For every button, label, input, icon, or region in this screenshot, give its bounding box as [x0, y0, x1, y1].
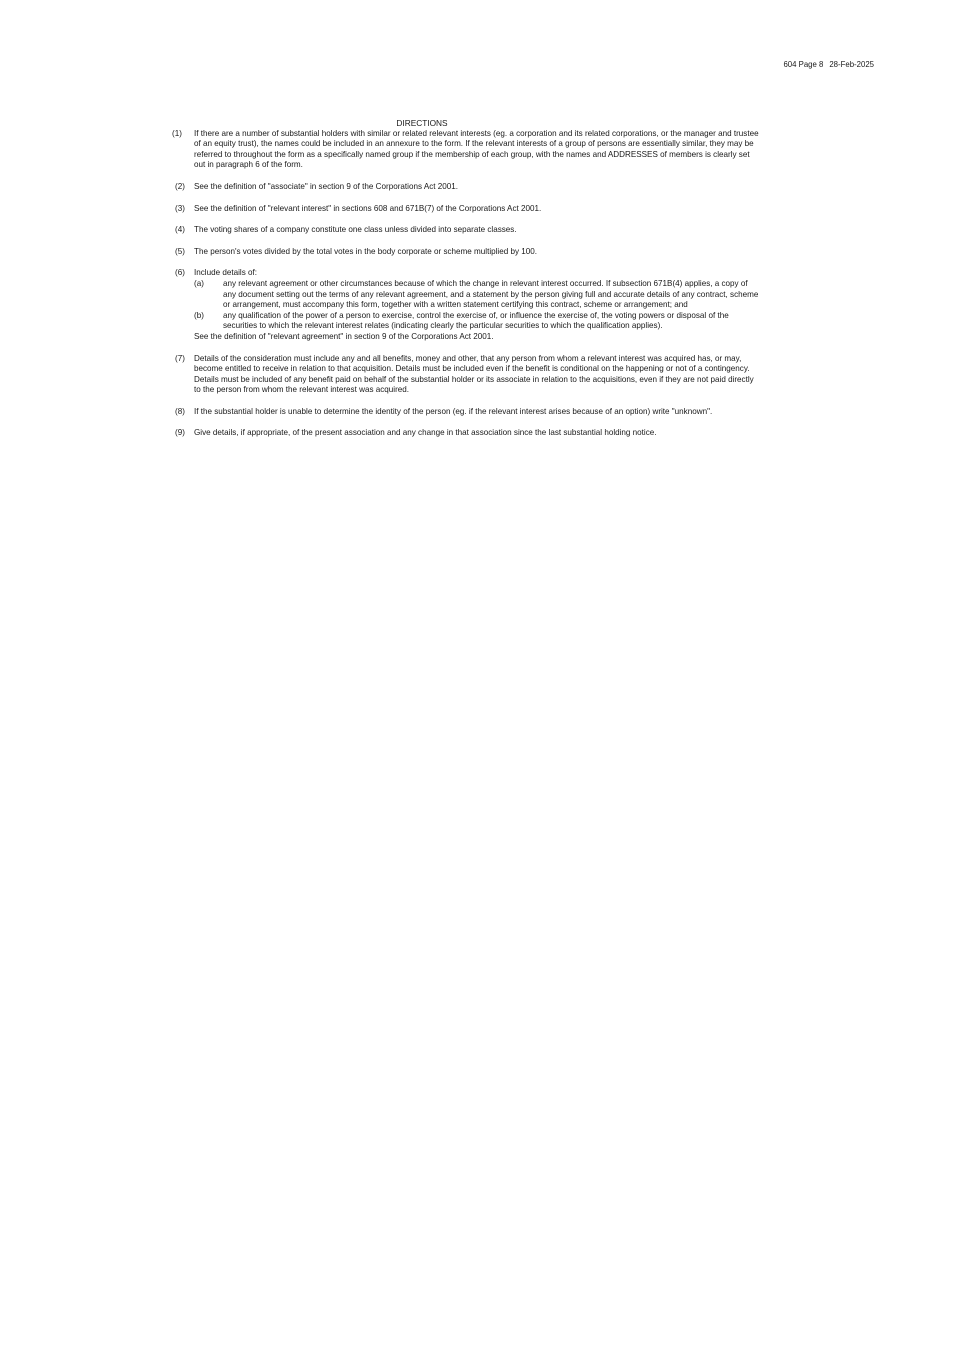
direction-number: (2) — [175, 181, 185, 191]
subitem-text: any qualification of the power of a person to exercise, control the exercise of, or influence the exercise of, the voting powers or disposal of the securities to which the relevant interest relates (indicating clearly the particular securities to which the qualification applies). — [223, 310, 729, 331]
direction-number: (4) — [175, 225, 185, 235]
directions-section — [172, 118, 760, 450]
direction-number: (1) — [172, 128, 182, 138]
page-header-reference — [783, 60, 874, 71]
direction-item-1 — [172, 129, 760, 171]
direction-text: The person's votes divided by the total votes in the body corporate or scheme multiplied by 100. — [194, 246, 538, 256]
subitem-number: (b) — [194, 310, 204, 320]
direction-text: If there are a number of substantial holders with similar or related relevant interests (eg. a corporation and its related corporations, or the manager and trustee of an equity trust), the names could be included in an annexure to the form. If the relevant interests of a group of persons are essentially similar, they may be referred to throughout the form as a specifically named group if the membership of each group, with the names and ADDRESSES of members is clearly set out in paragraph 6 of the form. — [194, 128, 759, 170]
subitem-text: any relevant agreement or other circumstances because of which the change in relevant interest occurred. If subsection 671B(4) applies, a copy of any document setting out the terms of any relevant agreement, and a statement by the person giving full and accurate details of any contract, scheme or arrangement, must accompany this form, together with a written statement certifying this contract, scheme or arrangement; and — [223, 278, 759, 310]
direction-text: If the substantial holder is unable to determine the identity of the person (eg. if the relevant interest arises because of an option) write "unknown". — [194, 406, 713, 416]
direction-item-9 — [172, 428, 760, 439]
header-date: 28-Feb-2025 — [829, 60, 874, 69]
direction-item-3 — [172, 204, 760, 215]
direction-subitem-a — [194, 279, 760, 311]
direction-number: (9) — [175, 428, 185, 438]
direction-text: See the definition of "relevant interest" in sections 608 and 671B(7) of the Corporations Act 2001. — [194, 203, 542, 213]
direction-item-4 — [172, 225, 760, 236]
direction-item-2 — [172, 182, 760, 193]
direction-text: See the definition of "associate" in section 9 of the Corporations Act 2001. — [194, 181, 459, 191]
direction-item-5 — [172, 247, 760, 258]
direction-number: (3) — [175, 203, 185, 213]
direction-item-7 — [172, 354, 760, 396]
direction-item-8 — [172, 407, 760, 418]
direction-body — [194, 268, 760, 342]
direction-item-6 — [172, 268, 760, 342]
direction-intro: Include details of: — [194, 268, 257, 278]
direction-subitem-b — [194, 311, 760, 332]
direction-text: The voting shares of a company constitute one class unless divided into separate classes. — [194, 225, 517, 235]
direction-number: (6) — [175, 268, 185, 278]
direction-outro: See the definition of "relevant agreement" in section 9 of the Corporations Act 2001. — [194, 331, 494, 341]
direction-number: (7) — [175, 353, 185, 363]
subitem-number: (a) — [194, 278, 204, 288]
direction-text: Give details, if appropriate, of the present association and any change in that association since the last substantial holding notice. — [194, 428, 657, 438]
form-page-label: 604 Page 8 — [783, 60, 824, 69]
directions-title: DIRECTIONS — [396, 118, 448, 128]
direction-text: Details of the consideration must include any and all benefits, money and other, that any person from whom a relevant interest was acquired has, or may, become entitled to receive in relation to that acquisition. Details must be included even if the benefit is conditional on the happening or not of a contingency. Details must be included of any benefit paid on behalf of the substantial holder or its associate in relation to the acquisitions, even if they are not paid directly to the person from whom the relevant interest was acquired. — [194, 353, 754, 395]
direction-number: (8) — [175, 406, 185, 416]
direction-number: (5) — [175, 246, 185, 256]
